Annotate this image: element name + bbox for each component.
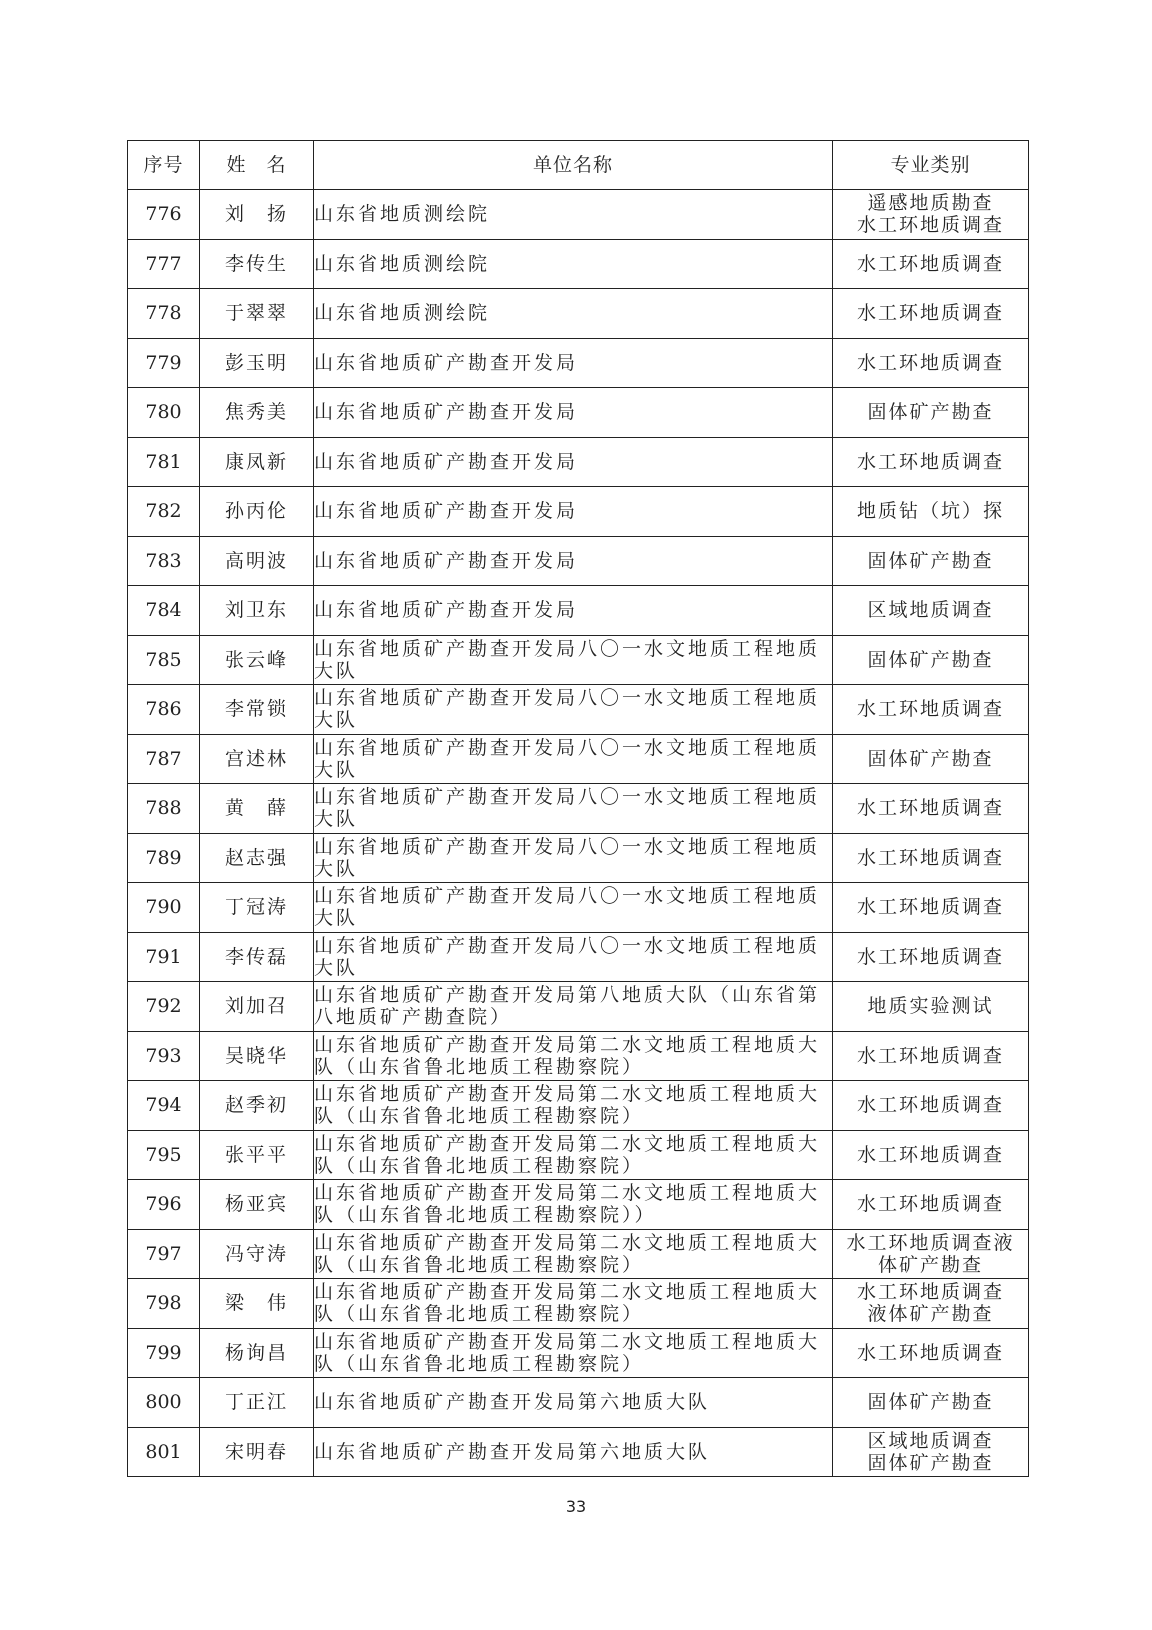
serial-number-cell: 795	[128, 1130, 200, 1180]
person-name-cell: 张云峰	[200, 635, 314, 685]
serial-number-cell: 797	[128, 1229, 200, 1279]
person-name-cell: 宋明春	[200, 1427, 314, 1477]
serial-number-cell: 794	[128, 1081, 200, 1131]
specialty-cell	[833, 1279, 1029, 1329]
specialty-line: 水工环地质调查	[856, 896, 1004, 919]
unit-name-cell: 山东省地质矿产勘查开发局八〇一水文地质工程地质大队	[314, 784, 833, 834]
specialty-cell	[833, 388, 1029, 438]
specialty-line: 液体矿产勘查	[867, 1303, 994, 1326]
specialty-line: 区域地质调查	[867, 1429, 994, 1452]
serial-number-cell: 789	[128, 833, 200, 883]
table-row	[128, 1180, 1029, 1230]
person-name-cell: 孙丙伦	[200, 487, 314, 537]
serial-number-cell: 781	[128, 437, 200, 487]
specialty-cell	[833, 1081, 1029, 1131]
table-row	[128, 487, 1029, 537]
serial-number-cell: 801	[128, 1427, 200, 1477]
serial-number-cell: 782	[128, 487, 200, 537]
specialty-line: 固体矿产勘查	[867, 401, 994, 424]
table-row	[128, 883, 1029, 933]
serial-number-cell: 779	[128, 338, 200, 388]
specialty-line: 地质实验测试	[867, 995, 994, 1018]
serial-number-cell: 777	[128, 239, 200, 289]
table-row	[128, 932, 1029, 982]
person-name-cell: 赵季初	[200, 1081, 314, 1131]
header-name: 姓 名	[200, 141, 314, 190]
specialty-cell	[833, 932, 1029, 982]
specialty-cell	[833, 487, 1029, 537]
specialty-line: 水工环地质调查	[856, 1094, 1004, 1117]
specialty-cell	[833, 239, 1029, 289]
specialty-line: 水工环地质调查	[856, 1193, 1004, 1216]
person-name-cell: 高明波	[200, 536, 314, 586]
unit-name-cell: 山东省地质矿产勘查开发局	[314, 338, 833, 388]
unit-name-cell: 山东省地质矿产勘查开发局第二水文地质工程地质大队（山东省鲁北地质工程勘察院）	[314, 1031, 833, 1081]
specialty-line: 水工环地质调查	[856, 214, 1004, 237]
unit-name-cell: 山东省地质矿产勘查开发局	[314, 586, 833, 636]
table-row	[128, 1279, 1029, 1329]
serial-number-cell: 796	[128, 1180, 200, 1230]
specialty-line: 水工环地质调查	[856, 1281, 1004, 1304]
table-row	[128, 1081, 1029, 1131]
unit-name-cell: 山东省地质矿产勘查开发局第二水文地质工程地质大队（山东省鲁北地质工程勘察院）	[314, 1279, 833, 1329]
serial-number-cell: 784	[128, 586, 200, 636]
person-name-cell: 梁 伟	[200, 1279, 314, 1329]
table-row	[128, 734, 1029, 784]
person-name-cell: 丁冠涛	[200, 883, 314, 933]
specialty-line: 水工环地质调查	[856, 1341, 1004, 1364]
serial-number-cell: 792	[128, 982, 200, 1032]
specialty-cell	[833, 635, 1029, 685]
person-name-cell: 彭玉明	[200, 338, 314, 388]
specialty-line: 固体矿产勘查	[867, 648, 994, 671]
table-row	[128, 190, 1029, 240]
unit-name-cell: 山东省地质矿产勘查开发局	[314, 487, 833, 537]
specialty-cell	[833, 734, 1029, 784]
unit-name-cell: 山东省地质测绘院	[314, 289, 833, 339]
specialty-cell	[833, 1427, 1029, 1477]
person-name-cell: 赵志强	[200, 833, 314, 883]
person-name-cell: 丁正江	[200, 1378, 314, 1428]
serial-number-cell: 793	[128, 1031, 200, 1081]
serial-number-cell: 790	[128, 883, 200, 933]
serial-number-cell: 800	[128, 1378, 200, 1428]
specialty-line: 水工环地质调查	[856, 1044, 1004, 1067]
serial-number-cell: 788	[128, 784, 200, 834]
unit-name-cell: 山东省地质矿产勘查开发局八〇一水文地质工程地质大队	[314, 734, 833, 784]
header-specialty: 专业类别	[833, 141, 1029, 190]
person-name-cell: 康凤新	[200, 437, 314, 487]
person-name-cell: 李传磊	[200, 932, 314, 982]
table-row	[128, 982, 1029, 1032]
specialty-cell	[833, 586, 1029, 636]
specialty-cell	[833, 1229, 1029, 1279]
specialty-cell	[833, 289, 1029, 339]
specialty-line: 区域地质调查	[867, 599, 994, 622]
specialty-line: 遥感地质勘查	[867, 192, 994, 215]
unit-name-cell: 山东省地质矿产勘查开发局第二水文地质工程地质大队（山东省鲁北地质工程勘察院）	[314, 1130, 833, 1180]
person-name-cell: 吴晓华	[200, 1031, 314, 1081]
table-row	[128, 833, 1029, 883]
serial-number-cell: 780	[128, 388, 200, 438]
specialty-cell	[833, 1180, 1029, 1230]
unit-name-cell: 山东省地质矿产勘查开发局第二水文地质工程地质大队（山东省鲁北地质工程勘察院）	[314, 1081, 833, 1131]
person-name-cell: 杨询昌	[200, 1328, 314, 1378]
specialty-cell	[833, 338, 1029, 388]
specialty-line: 水工环地质调查	[856, 351, 1004, 374]
specialty-cell	[833, 1031, 1029, 1081]
unit-name-cell: 山东省地质矿产勘查开发局第六地质大队	[314, 1427, 833, 1477]
specialty-line: 水工环地质调查	[856, 698, 1004, 721]
person-name-cell: 冯守涛	[200, 1229, 314, 1279]
table-row	[128, 784, 1029, 834]
table-row	[128, 536, 1029, 586]
person-name-cell: 焦秀美	[200, 388, 314, 438]
specialty-cell	[833, 883, 1029, 933]
serial-number-cell: 778	[128, 289, 200, 339]
specialty-line: 固体矿产勘查	[867, 549, 994, 572]
serial-number-cell: 783	[128, 536, 200, 586]
unit-name-cell: 山东省地质矿产勘查开发局	[314, 536, 833, 586]
table-header-row	[128, 141, 1029, 190]
specialty-line: 水工环地质调查	[856, 1143, 1004, 1166]
person-name-cell: 李常锁	[200, 685, 314, 735]
unit-name-cell: 山东省地质矿产勘查开发局八〇一水文地质工程地质大队	[314, 635, 833, 685]
table-body	[128, 190, 1029, 1477]
header-unit-name: 单位名称	[314, 141, 833, 190]
unit-name-cell: 山东省地质测绘院	[314, 239, 833, 289]
table-row	[128, 1031, 1029, 1081]
person-name-cell: 黄 薛	[200, 784, 314, 834]
unit-name-cell: 山东省地质矿产勘查开发局第二水文地质工程地质大队（山东省鲁北地质工程勘察院）	[314, 1328, 833, 1378]
serial-number-cell: 791	[128, 932, 200, 982]
unit-name-cell: 山东省地质矿产勘查开发局八〇一水文地质工程地质大队	[314, 932, 833, 982]
serial-number-cell: 799	[128, 1328, 200, 1378]
unit-name-cell: 山东省地质矿产勘查开发局	[314, 388, 833, 438]
unit-name-cell: 山东省地质矿产勘查开发局八〇一水文地质工程地质大队	[314, 685, 833, 735]
table-row	[128, 437, 1029, 487]
specialty-line: 固体矿产勘查	[867, 1391, 994, 1414]
table-row	[128, 1378, 1029, 1428]
serial-number-cell: 798	[128, 1279, 200, 1329]
person-name-cell: 刘卫东	[200, 586, 314, 636]
specialty-line: 水工环地质调查	[856, 450, 1004, 473]
table-row	[128, 239, 1029, 289]
specialty-cell	[833, 784, 1029, 834]
specialty-line: 体矿产勘查	[877, 1253, 983, 1276]
specialty-line: 地质钻（坑）探	[856, 500, 1004, 523]
serial-number-cell: 786	[128, 685, 200, 735]
person-name-cell: 刘加召	[200, 982, 314, 1032]
specialty-cell	[833, 982, 1029, 1032]
table-row	[128, 635, 1029, 685]
unit-name-cell: 山东省地质矿产勘查开发局八〇一水文地质工程地质大队	[314, 883, 833, 933]
table-row	[128, 685, 1029, 735]
unit-name-cell: 山东省地质矿产勘查开发局第六地质大队	[314, 1378, 833, 1428]
unit-name-cell: 山东省地质矿产勘查开发局第二水文地质工程地质大队（山东省鲁北地质工程勘察院）	[314, 1229, 833, 1279]
unit-name-cell: 山东省地质矿产勘查开发局第八地质大队（山东省第八地质矿产勘查院）	[314, 982, 833, 1032]
specialty-cell	[833, 437, 1029, 487]
table-row	[128, 1427, 1029, 1477]
specialty-line: 水工环地质调查	[856, 945, 1004, 968]
specialty-line: 水工环地质调查	[856, 797, 1004, 820]
person-name-cell: 张平平	[200, 1130, 314, 1180]
table-row	[128, 586, 1029, 636]
personnel-table	[127, 140, 1029, 1477]
table-row	[128, 1328, 1029, 1378]
specialty-line: 水工环地质调查	[856, 252, 1004, 275]
person-name-cell: 宫述林	[200, 734, 314, 784]
specialty-cell	[833, 1378, 1029, 1428]
page-number: 33	[565, 1497, 587, 1516]
table-row	[128, 388, 1029, 438]
specialty-line: 水工环地质调查	[856, 302, 1004, 325]
unit-name-cell: 山东省地质测绘院	[314, 190, 833, 240]
table-row	[128, 289, 1029, 339]
person-name-cell: 刘 扬	[200, 190, 314, 240]
table-row	[128, 1130, 1029, 1180]
specialty-cell	[833, 190, 1029, 240]
person-name-cell: 李传生	[200, 239, 314, 289]
person-name-cell: 杨亚宾	[200, 1180, 314, 1230]
specialty-line: 固体矿产勘查	[867, 747, 994, 770]
serial-number-cell: 776	[128, 190, 200, 240]
specialty-line: 水工环地质调查	[856, 846, 1004, 869]
header-serial-number: 序号	[128, 141, 200, 190]
person-name-cell: 于翠翠	[200, 289, 314, 339]
specialty-line: 水工环地质调查液	[846, 1231, 1015, 1254]
unit-name-cell: 山东省地质矿产勘查开发局八〇一水文地质工程地质大队	[314, 833, 833, 883]
specialty-cell	[833, 536, 1029, 586]
specialty-cell	[833, 833, 1029, 883]
serial-number-cell: 787	[128, 734, 200, 784]
specialty-cell	[833, 1130, 1029, 1180]
unit-name-cell: 山东省地质矿产勘查开发局	[314, 437, 833, 487]
serial-number-cell: 785	[128, 635, 200, 685]
specialty-cell	[833, 1328, 1029, 1378]
table-row	[128, 1229, 1029, 1279]
table-row	[128, 338, 1029, 388]
unit-name-cell: 山东省地质矿产勘查开发局第二水文地质工程地质大队（山东省鲁北地质工程勘察院））	[314, 1180, 833, 1230]
specialty-cell	[833, 685, 1029, 735]
specialty-line: 固体矿产勘查	[867, 1451, 994, 1474]
